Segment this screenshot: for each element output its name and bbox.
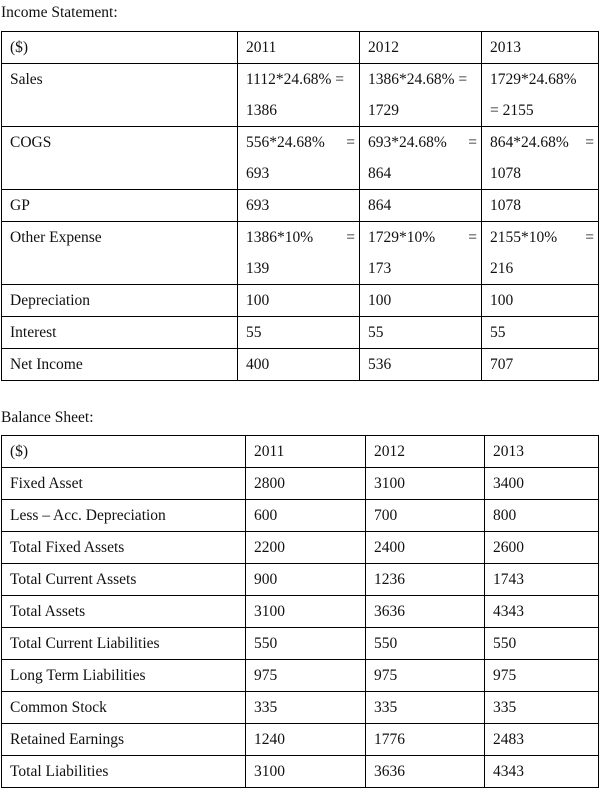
value-cell: 4343 bbox=[485, 596, 599, 628]
value-cell bbox=[482, 349, 599, 381]
table-header-row bbox=[2, 32, 599, 64]
row-label: Long Term Liabilities bbox=[2, 660, 246, 692]
cell-line: 55 bbox=[368, 324, 384, 341]
cell-line: 864 bbox=[368, 165, 392, 182]
row-label: Total Current Liabilities bbox=[2, 628, 246, 660]
value-cell: 900 bbox=[246, 564, 366, 596]
value-cell bbox=[482, 285, 599, 317]
row-label: Total Fixed Assets bbox=[2, 532, 246, 564]
cell-line: 864 bbox=[368, 197, 392, 214]
table-row bbox=[2, 468, 599, 500]
value-cell: 2400 bbox=[366, 532, 485, 564]
cell-line: 1078 bbox=[490, 197, 521, 214]
balance-sheet-body bbox=[2, 436, 599, 788]
header-cell: 2013 bbox=[485, 436, 599, 468]
row-label: Total Liabilities bbox=[2, 756, 246, 788]
cell-line: 693 bbox=[246, 197, 270, 214]
header-cell: 2012 bbox=[360, 32, 482, 64]
value-cell: 3400 bbox=[485, 468, 599, 500]
value-cell bbox=[238, 64, 360, 127]
value-cell bbox=[238, 349, 360, 381]
row-label: COGS bbox=[2, 127, 238, 190]
value-cell bbox=[482, 190, 599, 222]
header-cell: ($) bbox=[2, 436, 246, 468]
row-label: Retained Earnings bbox=[2, 724, 246, 756]
value-cell: 3636 bbox=[366, 756, 485, 788]
value-cell bbox=[360, 285, 482, 317]
row-label: Sales bbox=[2, 64, 238, 127]
formula-expression: 693*24.68% bbox=[368, 134, 447, 151]
formula-expression: 864*24.68% bbox=[490, 134, 569, 151]
value-cell: 335 bbox=[366, 692, 485, 724]
value-cell: 3100 bbox=[246, 596, 366, 628]
formula-expression: 556*24.68% bbox=[246, 134, 325, 151]
cell-line: 173 bbox=[368, 260, 392, 277]
formula-expression: 1729*10% bbox=[368, 229, 436, 246]
table-row bbox=[2, 724, 599, 756]
value-cell: 3100 bbox=[246, 756, 366, 788]
table-row bbox=[2, 64, 599, 127]
formula-expression: 2155*10% bbox=[490, 229, 558, 246]
table-header-row bbox=[2, 436, 599, 468]
row-label: Total Assets bbox=[2, 596, 246, 628]
value-cell: 1743 bbox=[485, 564, 599, 596]
table-row bbox=[2, 596, 599, 628]
formula-line bbox=[246, 127, 359, 158]
cell-line: 216 bbox=[490, 260, 514, 277]
formula-equals: = bbox=[468, 134, 477, 151]
value-cell: 1776 bbox=[366, 724, 485, 756]
table-row bbox=[2, 660, 599, 692]
formula-equals: = bbox=[346, 134, 355, 151]
value-cell bbox=[482, 64, 599, 127]
value-cell: 3100 bbox=[366, 468, 485, 500]
value-cell bbox=[360, 190, 482, 222]
value-cell: 975 bbox=[366, 660, 485, 692]
income-statement-table bbox=[1, 31, 599, 381]
row-label: Other Expense bbox=[2, 222, 238, 285]
value-cell bbox=[482, 317, 599, 349]
value-cell: 800 bbox=[485, 500, 599, 532]
value-cell bbox=[360, 222, 482, 285]
value-cell bbox=[360, 317, 482, 349]
value-cell: 2483 bbox=[485, 724, 599, 756]
cell-line: 139 bbox=[246, 260, 270, 277]
cell-line: 55 bbox=[490, 324, 506, 341]
header-cell: ($) bbox=[2, 32, 238, 64]
row-label: Total Current Assets bbox=[2, 564, 246, 596]
cell-line: 707 bbox=[490, 356, 514, 373]
cell-line: 100 bbox=[490, 292, 514, 309]
cell-line: 1729 bbox=[368, 102, 399, 119]
cell-line: 400 bbox=[246, 356, 270, 373]
table-row bbox=[2, 564, 599, 596]
cell-line: 536 bbox=[368, 356, 392, 373]
row-label: Net Income bbox=[2, 349, 238, 381]
value-cell bbox=[360, 349, 482, 381]
table-row bbox=[2, 692, 599, 724]
table-row bbox=[2, 127, 599, 190]
value-cell bbox=[238, 317, 360, 349]
cell-line: 1729*24.68% bbox=[490, 71, 577, 88]
value-cell: 600 bbox=[246, 500, 366, 532]
row-label: Less – Acc. Depreciation bbox=[2, 500, 246, 532]
cell-line: 1386*24.68% = bbox=[368, 71, 468, 88]
header-cell: 2011 bbox=[238, 32, 360, 64]
cell-line: 1386 bbox=[246, 102, 277, 119]
value-cell bbox=[238, 285, 360, 317]
formula-equals: = bbox=[346, 229, 355, 246]
value-cell: 550 bbox=[246, 628, 366, 660]
formula-line bbox=[490, 127, 598, 158]
formula-equals: = bbox=[585, 229, 594, 246]
cell-line: = 2155 bbox=[490, 102, 534, 119]
header-cell: 2013 bbox=[482, 32, 599, 64]
table-row bbox=[2, 532, 599, 564]
value-cell: 2200 bbox=[246, 532, 366, 564]
income-statement-title: Income Statement: bbox=[1, 4, 118, 21]
row-label: Fixed Asset bbox=[2, 468, 246, 500]
table-row bbox=[2, 317, 599, 349]
cell-line: 55 bbox=[246, 324, 262, 341]
table-row bbox=[2, 628, 599, 660]
table-row bbox=[2, 285, 599, 317]
formula-line bbox=[368, 127, 481, 158]
value-cell bbox=[482, 127, 599, 190]
value-cell: 3636 bbox=[366, 596, 485, 628]
formula-expression: 1386*10% bbox=[246, 229, 314, 246]
cell-line: 1112*24.68% = bbox=[246, 71, 345, 88]
cell-line: 100 bbox=[368, 292, 392, 309]
value-cell: 700 bbox=[366, 500, 485, 532]
balance-sheet-title: Balance Sheet: bbox=[1, 409, 94, 426]
table-row bbox=[2, 190, 599, 222]
cell-line: 100 bbox=[246, 292, 270, 309]
balance-sheet-table bbox=[1, 435, 599, 788]
header-cell: 2011 bbox=[246, 436, 366, 468]
value-cell: 335 bbox=[246, 692, 366, 724]
income-statement-body bbox=[2, 32, 599, 381]
row-label: Interest bbox=[2, 317, 238, 349]
table-row bbox=[2, 500, 599, 532]
row-label: Common Stock bbox=[2, 692, 246, 724]
formula-equals: = bbox=[585, 134, 594, 151]
value-cell bbox=[238, 127, 360, 190]
cell-line: 693 bbox=[246, 165, 270, 182]
cell-line: 1078 bbox=[490, 165, 521, 182]
row-label: GP bbox=[2, 190, 238, 222]
value-cell: 2600 bbox=[485, 532, 599, 564]
table-row bbox=[2, 756, 599, 788]
value-cell: 1236 bbox=[366, 564, 485, 596]
formula-equals: = bbox=[468, 229, 477, 246]
formula-line bbox=[490, 222, 598, 253]
table-row bbox=[2, 349, 599, 381]
value-cell bbox=[238, 222, 360, 285]
formula-line bbox=[246, 222, 359, 253]
value-cell: 975 bbox=[485, 660, 599, 692]
value-cell bbox=[360, 64, 482, 127]
formula-line bbox=[368, 222, 481, 253]
row-label: Depreciation bbox=[2, 285, 238, 317]
value-cell: 2800 bbox=[246, 468, 366, 500]
value-cell bbox=[482, 222, 599, 285]
header-cell: 2012 bbox=[366, 436, 485, 468]
value-cell: 550 bbox=[485, 628, 599, 660]
value-cell: 1240 bbox=[246, 724, 366, 756]
value-cell: 975 bbox=[246, 660, 366, 692]
table-row bbox=[2, 222, 599, 285]
value-cell bbox=[360, 127, 482, 190]
value-cell bbox=[238, 190, 360, 222]
value-cell: 4343 bbox=[485, 756, 599, 788]
value-cell: 335 bbox=[485, 692, 599, 724]
value-cell: 550 bbox=[366, 628, 485, 660]
